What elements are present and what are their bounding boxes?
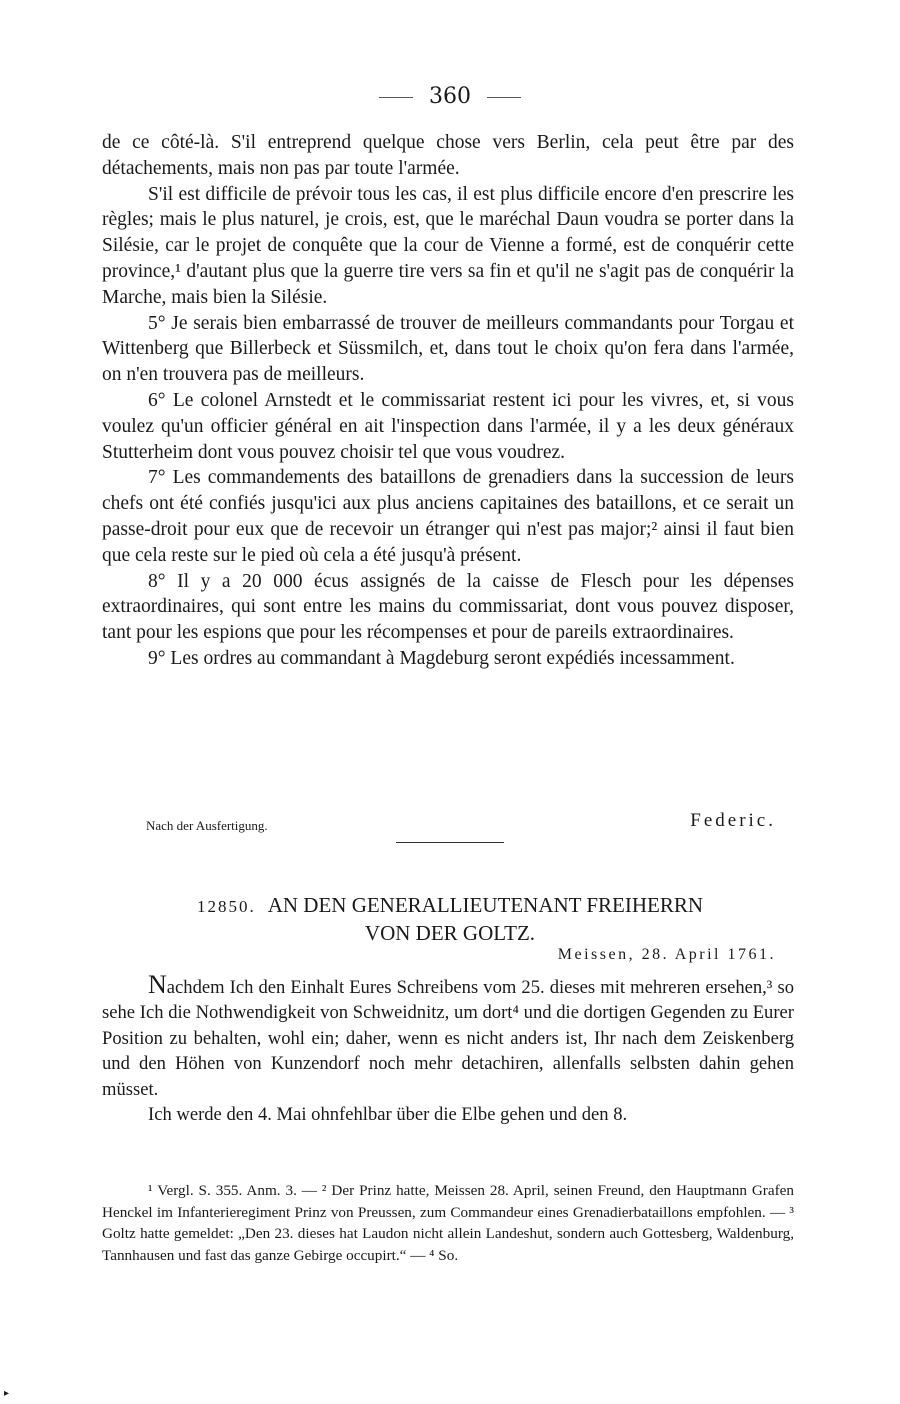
footnotes: ¹ Vergl. S. 355. Anm. 3. — ² Der Prinz hatte, Meissen 28. April, seinen Freund, den Hauptmann Grafen Henckel im Infanterieregiment Prinz von Preussen, zum Commandeur eines Grenadierbataillons empfohlen. — ³ Goltz hatte gemeldet: „Den 23. dieses hat Laudon nicht allein Landeshut, sondern auch Gottesberg, Waldenburg, Tannhausen und fast das ganze Gebirge occupirt.“ — ⁴ So. (102, 1182, 794, 1264)
dash-left (379, 97, 413, 98)
section-divider (396, 842, 504, 843)
german-letter-body (102, 972, 794, 1127)
document-number: 12850. (196, 897, 256, 916)
initial-letter: N (148, 970, 167, 999)
paragraph-point-8: 8° Il y a 20 000 écus assignés de la caisse de Flesch pour les dépenses extraordinaires, qui sont entre les mains du commissariat, dont vous pouvez disposer, tant pour les espions que pour les récompenses et pour de pareils extraordinaires. (102, 570, 794, 644)
paragraph-point-6: 6° Le colonel Arnstedt et le commissariat restent ici pour les vivres, et, si vous voulez qu'un officier général en ait l'inspection dans l'armée, il y a les deux généraux Stutterheim dont vous pouvez choisir tel que vous voudrez. (102, 389, 794, 463)
letter-paragraph-2: Ich werde den 4. Mai ohnfehlbar über die Elbe gehen und den 8. (148, 1104, 628, 1126)
paragraph-point-5: 5° Je serais bien embarrassé de trouver de meilleurs commandants pour Torgau et Wittenberg que Billerbeck et Süssmilch, et, dans tout le choix qu'on fera dans l'armée, on n'en trouvera pas de meilleurs. (102, 312, 794, 386)
paragraph: S'il est difficile de prévoir tous les cas, il est plus difficile encore d'en prescrire les règles; mais le plus naturel, je crois, est, que le maréchal Daun voudra se porter dans la Silésie, car le projet de conquête que la cour de Vienne a formé, est de conquérir cette province,¹ d'autant plus que la guerre tire vers sa fin et qu'il ne s'agit pas de conquérir la Marche, mais bien la Silésie. (102, 183, 794, 308)
dash-right (487, 97, 521, 98)
heading-title-1: AN DEN GENERALLIEUTENANT FREIHERRN (267, 893, 704, 917)
heading-title-2: VON DER GOLTZ. (364, 921, 536, 945)
document-heading (110, 892, 790, 946)
signature-name: Federic. (690, 810, 776, 831)
heading-line-1 (110, 892, 790, 920)
page-number: 360 (429, 84, 471, 109)
paragraph-point-7: 7° Les commandements des bataillons de grenadiers dans la succession de leurs chefs ont été confiés jusqu'ici aux plus anciens capitaines des bataillons, et ce serait un passe-droit pour eux que de recevoir un étranger qui n'est pas major;² ainsi il faut bien que cela reste sur le pied où cela a été jusqu'à présent. (102, 467, 794, 566)
paragraph-point-9: 9° Les ordres au commandant à Magdeburg seront expédiés incessamment. (148, 647, 735, 669)
letter-paragraph-1 (102, 972, 794, 1102)
page-number-line (0, 84, 900, 109)
source-note: Nach der Ausfertigung. (146, 818, 268, 833)
dateline: Meissen, 28. April 1761. (557, 946, 776, 963)
letter-paragraph-1-text: achdem Ich den Einhalt Eures Schreibens vom 25. dieses mit mehreren ersehen,³ so sehe Ich die Nothwendigkeit von Schweidnitz, um dort⁴ und die dortigen Gegenden zu Eurer Position zu behalten, wohl ein; daher, wenn es nicht anders ist, Ihr nach dem Zeiskenberg und den Höhen von Kunzendorf noch mehr detachiren, allenfalls selbsten dahin gehen müsset. (102, 977, 794, 1100)
corner-mark: ▸ (4, 1388, 10, 1399)
french-letter-body (102, 130, 794, 672)
paragraph: de ce côté-là. S'il entreprend quelque chose vers Berlin, cela peut être par des détachements, mais non pas par toute l'armée. (102, 132, 794, 179)
